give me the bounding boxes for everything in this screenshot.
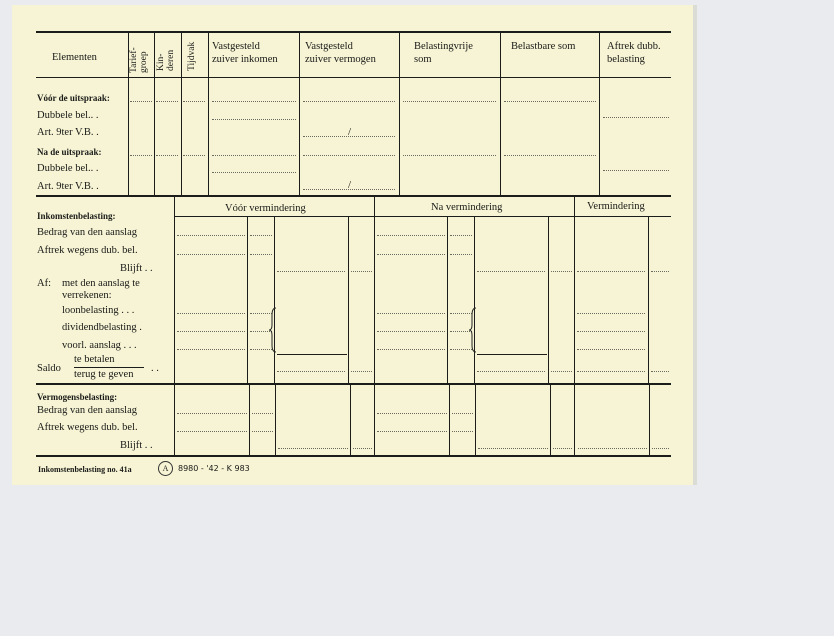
entry-line (177, 235, 245, 236)
label-inkomstenbelasting: Inkomstenbelasting: (37, 211, 116, 221)
header-elementen: Elementen (52, 52, 97, 63)
paper-edge-shadow (693, 5, 697, 485)
entry-line (303, 101, 395, 102)
col-line (449, 385, 450, 455)
label-dubbele-bel-1: Dubbele bel.. . (37, 110, 99, 121)
entry-line (450, 254, 472, 255)
entry-line (551, 371, 572, 372)
entry-line (212, 119, 296, 120)
label-art-9ter-2: Art. 9ter V.B. . (37, 181, 99, 192)
col-line (350, 385, 351, 455)
entry-line (551, 271, 572, 272)
header-vastgesteld-vermogen: Vastgesteld zuiver vermogen (305, 41, 376, 65)
entry-line (504, 101, 596, 102)
entry-line (603, 117, 669, 118)
entry-line (377, 431, 447, 432)
entry-line (250, 235, 272, 236)
entry-line (277, 271, 345, 272)
entry-line (303, 155, 395, 156)
entry-line (477, 271, 545, 272)
entry-line (277, 371, 345, 372)
label-aftrek-dub-bel-2: Aftrek wegens dub. bel. (37, 422, 138, 433)
label-af: Af: (37, 278, 51, 289)
label-dividendbelasting: dividendbelasting . (62, 322, 142, 333)
entry-line (603, 170, 669, 171)
entry-line (553, 448, 572, 449)
entry-line (278, 448, 348, 449)
entry-line (651, 371, 669, 372)
entry-line (377, 331, 445, 332)
label-voor-uitspraak: Vóór de uitspraak: (37, 93, 110, 103)
bottom-rule (36, 455, 671, 457)
col-line (274, 217, 275, 383)
label-saldo-dots: . . (151, 363, 159, 374)
entry-line (403, 155, 496, 156)
entry-line (377, 254, 445, 255)
entry-line (252, 413, 273, 414)
label-aftrek-dub-bel: Aftrek wegens dub. bel. (37, 245, 138, 256)
entry-line (377, 413, 447, 414)
header-belastbare-som: Belastbare som (511, 41, 576, 52)
header-belastingvrije-som: Belastingvrije som (414, 41, 473, 65)
entry-line (252, 431, 273, 432)
col-line (474, 217, 475, 383)
col-line (475, 385, 476, 455)
section3-top-rule (36, 383, 671, 385)
label-af-text-2: verrekenen: (62, 290, 112, 301)
entry-line (351, 371, 372, 372)
label-af-text-1: met den aanslag te (62, 278, 140, 289)
entry-line (478, 448, 548, 449)
col-line (208, 33, 209, 195)
entry-line (156, 155, 178, 156)
col-line (574, 197, 575, 455)
section2-header-rule (175, 216, 671, 217)
label-dubbele-bel-2: Dubbele bel.. . (37, 163, 99, 174)
entry-line (177, 331, 245, 332)
entry-line (577, 271, 645, 272)
col-line (548, 217, 549, 383)
printer-logo-icon: A (158, 461, 173, 476)
brace-mark (268, 307, 280, 353)
col-line (275, 385, 276, 455)
entry-line (177, 431, 247, 432)
entry-line (212, 172, 296, 173)
entry-line (377, 235, 445, 236)
tax-form-sheet (12, 5, 693, 485)
entry-line (353, 448, 372, 449)
section2-top-rule (36, 195, 671, 197)
entry-line (183, 101, 205, 102)
brace-mark (468, 307, 480, 353)
label-terug-te-geven: terug te geven (74, 369, 134, 380)
label-blijft: Blijft . . (120, 263, 153, 274)
label-art-9ter-1: Art. 9ter V.B. . (37, 127, 99, 138)
header-voor-vermindering: Vóór vermindering (225, 203, 306, 214)
entry-line (177, 313, 245, 314)
total-line (477, 354, 547, 355)
entry-line (130, 101, 152, 102)
col-line (649, 385, 650, 455)
col-line (249, 385, 250, 455)
header-kinderen: Kin- deren (156, 49, 176, 71)
entry-line (130, 155, 152, 156)
entry-line (578, 448, 647, 449)
col-line (648, 217, 649, 383)
entry-line (351, 271, 372, 272)
label-blijft-2: Blijft . . (120, 440, 153, 451)
entry-line (651, 271, 669, 272)
col-line (128, 33, 129, 195)
entry-line (577, 331, 645, 332)
label-voorl-aanslag: voorl. aanslag . . . (62, 340, 137, 351)
entry-line (450, 235, 472, 236)
header-aftrek-dubb: Aftrek dubb. belasting (607, 41, 661, 65)
col-line (348, 217, 349, 383)
entry-line (452, 413, 473, 414)
entry-line (504, 155, 596, 156)
entry-line (377, 349, 445, 350)
total-line (277, 354, 347, 355)
form-number: Inkomstenbelasting no. 41a (38, 465, 132, 474)
entry-line (156, 101, 178, 102)
entry-line (377, 313, 445, 314)
entry-line (652, 448, 669, 449)
entry-line (452, 431, 473, 432)
entry-line (250, 254, 272, 255)
entry-line (403, 101, 496, 102)
col-line (550, 385, 551, 455)
entry-line (177, 413, 247, 414)
entry-line (577, 371, 645, 372)
entry-line (183, 155, 205, 156)
label-vermogensbelasting: Vermogensbelasting: (37, 392, 118, 402)
header-na-vermindering: Na vermindering (431, 202, 503, 213)
col-line (181, 33, 182, 195)
entry-line (212, 101, 296, 102)
entry-line (477, 371, 545, 372)
slash-mark: / (348, 126, 352, 138)
col-line (247, 217, 248, 383)
label-loonbelasting: loonbelasting . . . (62, 305, 135, 316)
print-code: 8980 - '42 - K 983 (178, 464, 250, 473)
col-line (447, 217, 448, 383)
col-line (500, 33, 501, 195)
col-line (154, 33, 155, 195)
col-line (174, 197, 175, 455)
header-vastgesteld-inkomen: Vastgesteld zuiver inkomen (212, 41, 278, 65)
label-te-betalen: te betalen (74, 354, 115, 365)
header-vermindering: Vermindering (587, 201, 645, 212)
col-line (399, 33, 400, 195)
entry-line (577, 313, 645, 314)
slash-mark: / (348, 179, 352, 191)
entry-line (212, 155, 296, 156)
entry-line (177, 254, 245, 255)
header-tijdvak: Tijdvak (187, 41, 197, 71)
label-na-uitspraak: Na de uitspraak: (37, 147, 102, 157)
top-rule (36, 31, 671, 33)
header-tariefgroep: Tarief- groep (129, 47, 149, 73)
col-line (299, 33, 300, 195)
entry-line (577, 349, 645, 350)
col-line (599, 33, 600, 195)
label-bedrag-aanslag-2: Bedrag van den aanslag (37, 405, 138, 416)
label-bedrag-aanslag: Bedrag van den aanslag (37, 227, 138, 238)
fraction-bar (74, 367, 144, 368)
col-line (374, 197, 375, 455)
header-bottom-rule (36, 77, 671, 78)
entry-line (177, 349, 245, 350)
label-saldo: Saldo (37, 363, 61, 374)
